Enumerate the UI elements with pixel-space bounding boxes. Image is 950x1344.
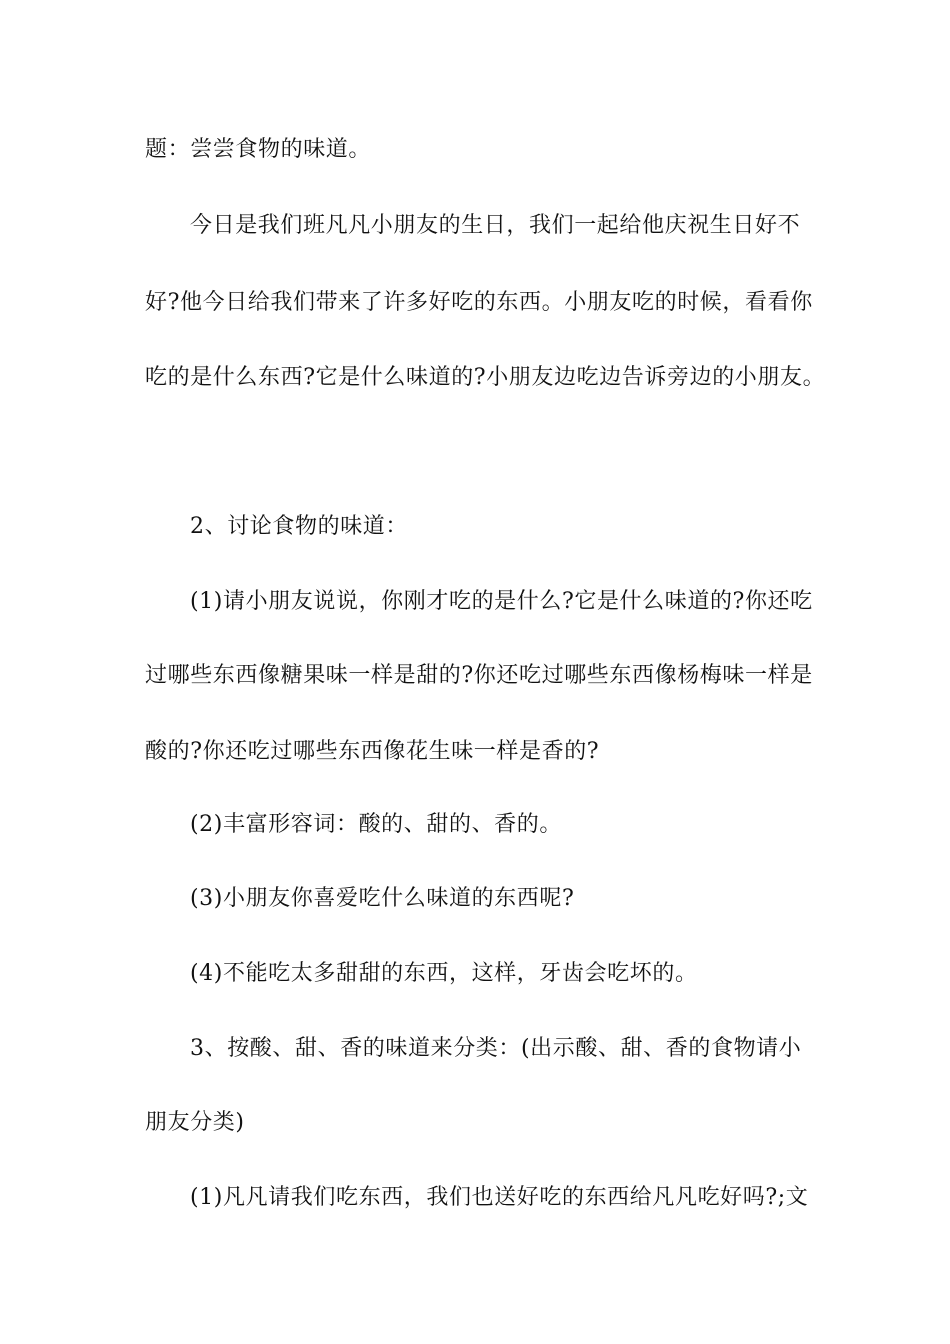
text-line: 好?他今日给我们带来了许多好吃的东西。小朋友吃的时候，看看你 xyxy=(145,290,813,315)
text-line: 朋友分类) xyxy=(145,1110,245,1135)
text-line: 吃的是什么东西?它是什么味道的?小朋友边吃边告诉旁边的小朋友。 xyxy=(145,365,826,390)
text-line: 过哪些东西像糖果味一样是甜的?你还吃过哪些东西像杨梅味一样是 xyxy=(145,663,813,688)
text-line: (3)小朋友你喜爱吃什么味道的东西呢? xyxy=(190,886,575,911)
text-line: 今日是我们班凡凡小朋友的生日，我们一起给他庆祝生日好不 xyxy=(190,213,801,238)
text-line: (1)凡凡请我们吃东西，我们也送好吃的东西给凡凡吃好吗?;文 xyxy=(190,1185,809,1210)
section-heading: 3、按酸、甜、香的味道来分类：(出示酸、甜、香的食物请小 xyxy=(190,1036,802,1061)
section-heading: 2、讨论食物的味道： xyxy=(190,514,408,539)
text-line: 酸的?你还吃过哪些东西像花生味一样是香的? xyxy=(145,739,600,764)
text-line: (1)请小朋友说说，你刚才吃的是什么?它是什么味道的?你还吃 xyxy=(190,589,813,614)
text-line: (4)不能吃太多甜甜的东西，这样，牙齿会吃坏的。 xyxy=(190,961,698,986)
text-line: (2)丰富形容词：酸的、甜的、香的。 xyxy=(190,812,562,837)
text-line: 题：尝尝食物的味道。 xyxy=(145,137,372,162)
